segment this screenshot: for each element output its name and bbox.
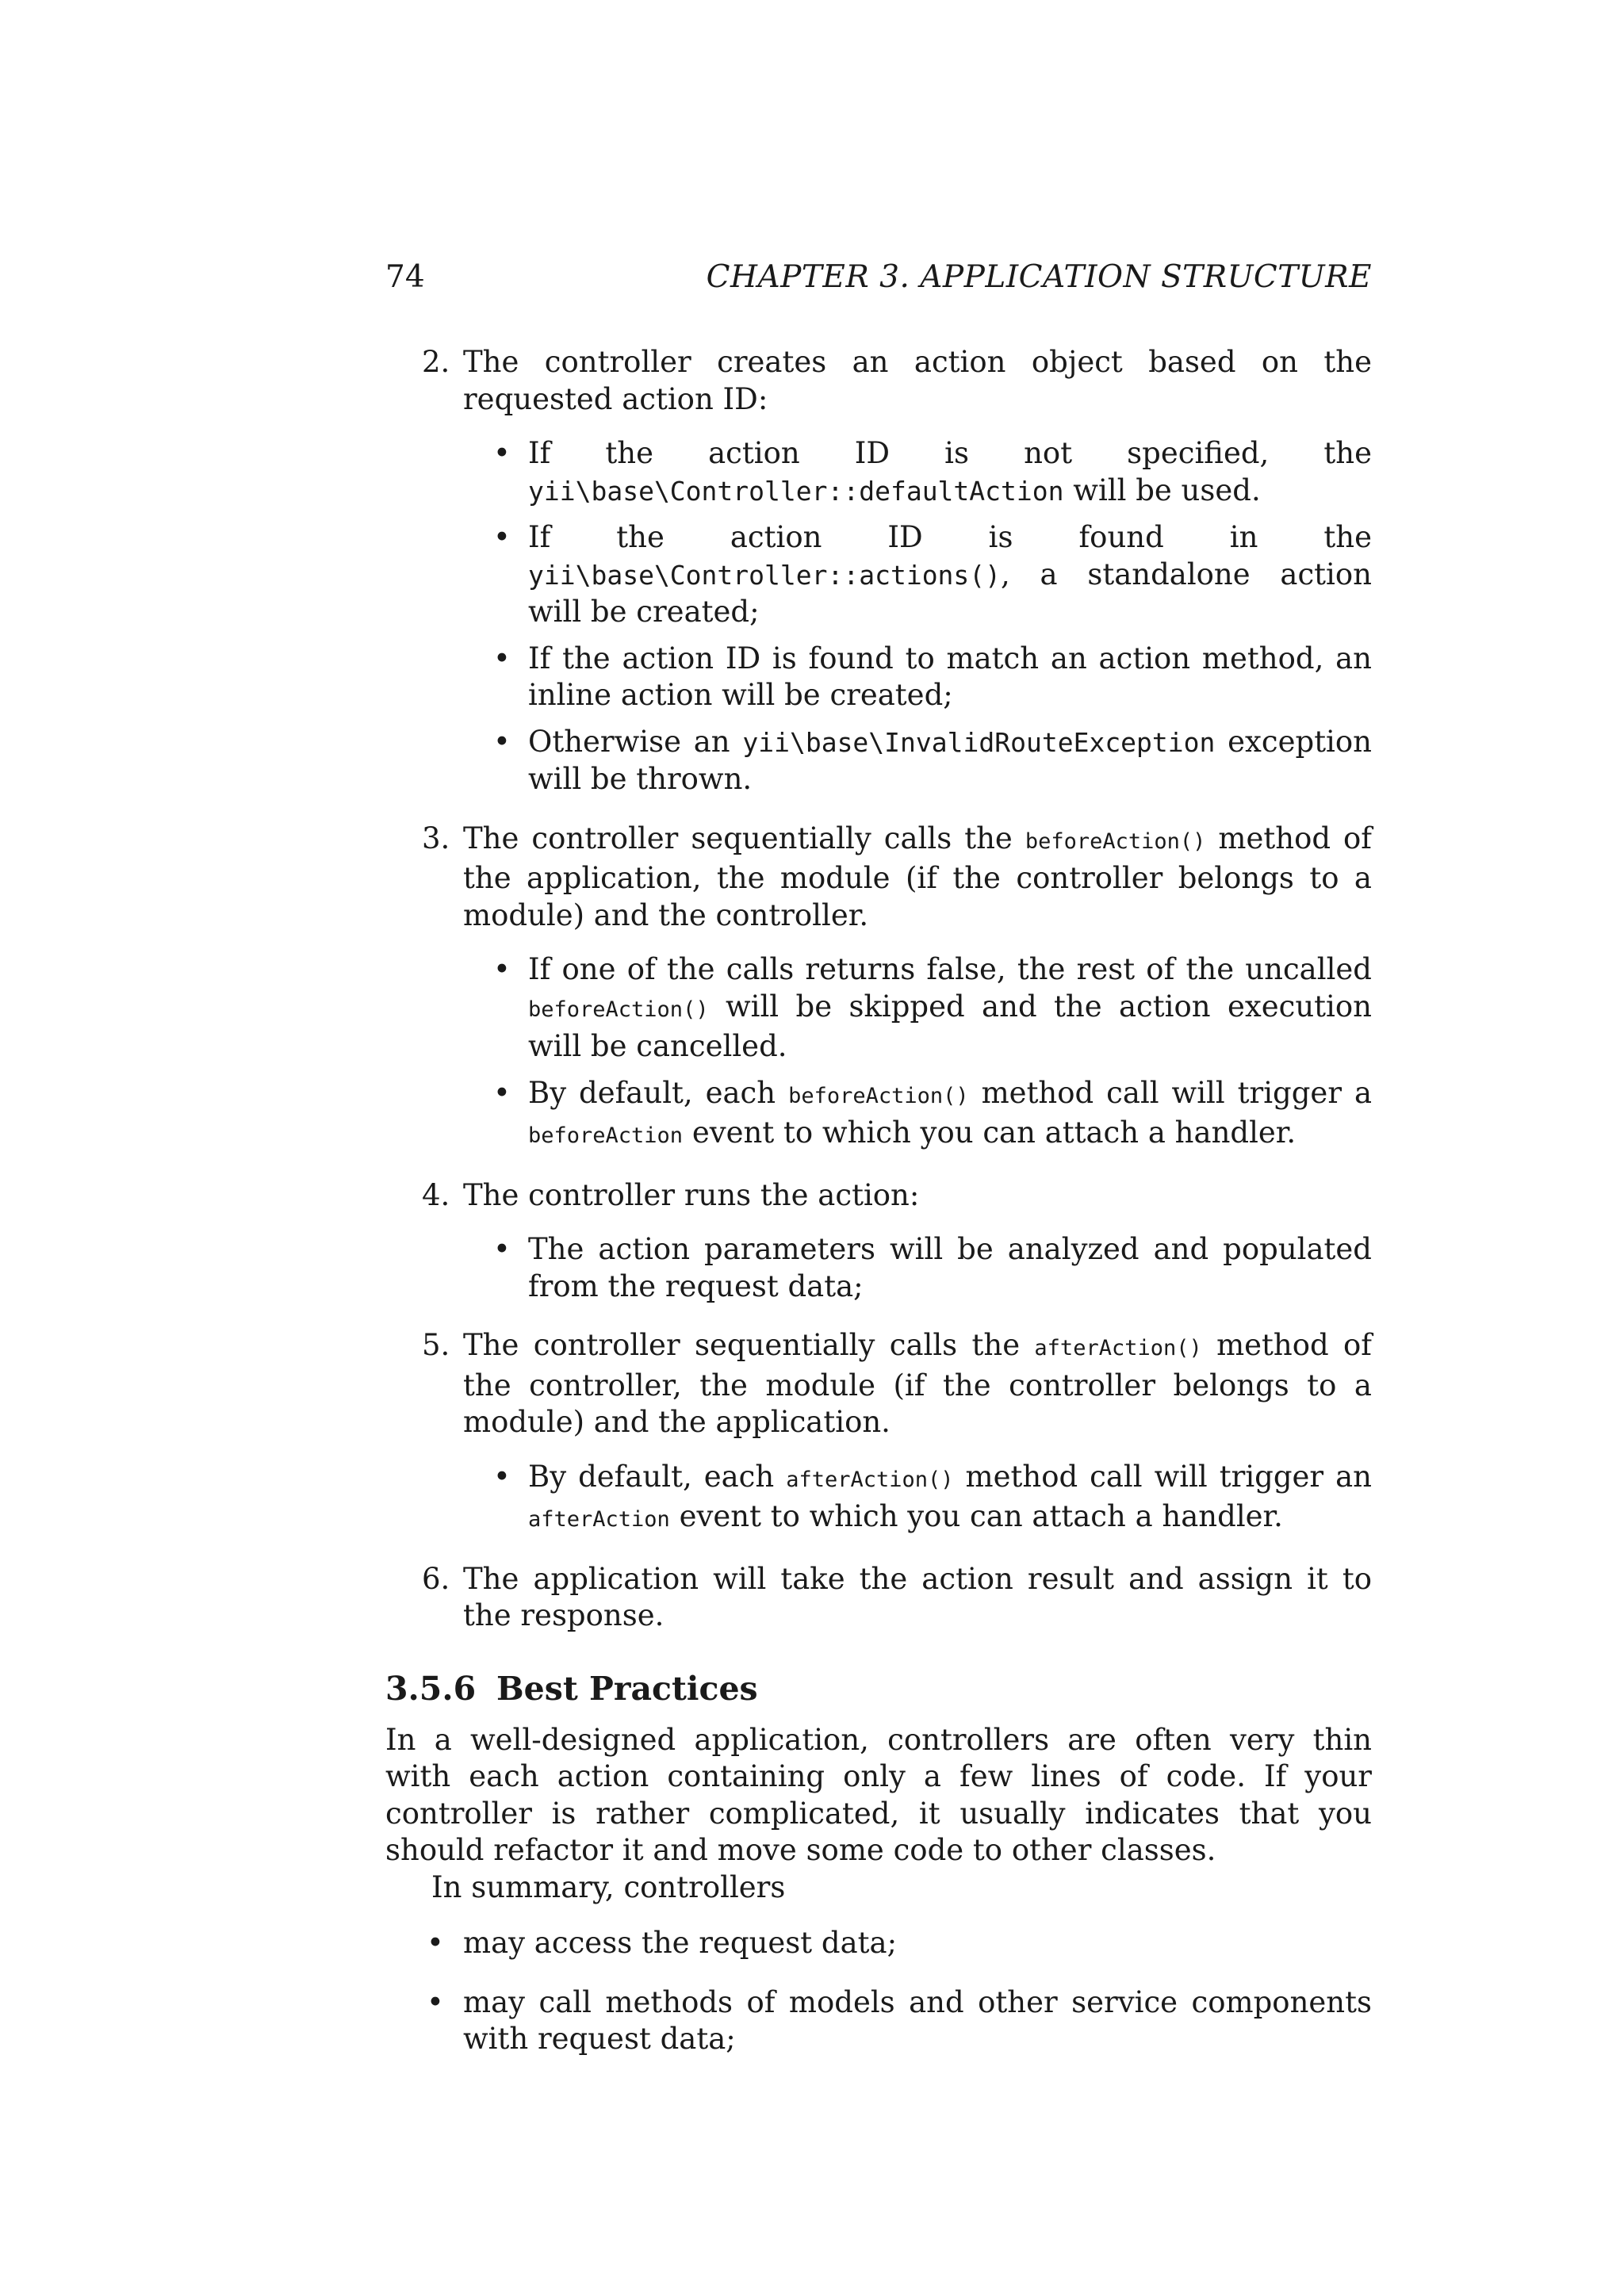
page-body (385, 344, 1372, 2080)
code-reference: yii\base\Controller::defaultAction (528, 475, 1064, 507)
bullet-text: The action parameters will be analyzed and populated from the request data; (528, 1232, 1372, 1303)
code-reference: afterAction (528, 1507, 670, 1532)
section-title: Best Practices (496, 1669, 758, 1708)
code-reference: yii\base\Controller::actions() (528, 559, 1002, 591)
bullet-text: If the action ID is not specified, the (528, 436, 1372, 470)
step-number: 5. (422, 1328, 450, 1362)
bullet-text: If one of the calls returns false, the rest of the uncalled (528, 952, 1372, 986)
list-item-text: may access the request data; (463, 1926, 898, 1960)
bullet-text: method call will trigger a (968, 1075, 1373, 1110)
step-4-sublist (385, 1231, 1372, 1305)
step-text: method of the application, the module (if the controller belongs to a module) and the controller. (463, 821, 1373, 932)
step-item (385, 1561, 1372, 1635)
code-reference: beforeAction() (528, 997, 709, 1022)
bullet-text: event to which you can attach a handler. (683, 1115, 1297, 1150)
step-item (385, 1327, 1372, 1441)
code-reference: yii\base\InvalidRouteException (742, 726, 1216, 758)
bullet-icon: • (427, 1926, 444, 1960)
bullet-text: method call will trigger an (953, 1459, 1372, 1494)
bullet-text: By default, each (528, 1459, 787, 1494)
bullet-text: If the action ID is found to match an action method, an inline action will be created; (528, 641, 1372, 712)
code-reference: afterAction() (786, 1467, 954, 1492)
sub-bullet-item (385, 435, 1372, 510)
step-number: 6. (422, 1561, 450, 1596)
running-title: CHAPTER 3. APPLICATION STRUCTURE (706, 259, 1372, 295)
bullet-text: If the action ID is found in the (528, 520, 1372, 554)
sub-bullet-item (385, 1459, 1372, 1539)
step-5-sublist (385, 1459, 1372, 1539)
code-reference: beforeAction() (788, 1083, 969, 1108)
sub-bullet-item (385, 519, 1372, 631)
sub-bullet-item (385, 1231, 1372, 1305)
code-reference: beforeAction (528, 1123, 684, 1148)
bullet-icon: • (493, 1075, 511, 1110)
bullet-icon: • (493, 1232, 511, 1266)
step-text: The controller runs the action: (463, 1177, 920, 1212)
step-number: 4. (422, 1177, 450, 1212)
summary-list (385, 1925, 1372, 2058)
sub-bullet-item (385, 1075, 1372, 1155)
sub-bullet-item (385, 724, 1372, 798)
paragraph: In summary, controllers (431, 1869, 786, 1904)
bullet-icon: • (493, 952, 511, 986)
section-heading (385, 1667, 1372, 1711)
step-text: The application will take the action result and assign it to the response. (463, 1561, 1372, 1632)
bullet-text: event to which you can attach a handler. (669, 1499, 1283, 1533)
step-2-sublist (385, 435, 1372, 798)
code-reference: beforeAction() (1025, 828, 1206, 854)
step-number: 2. (422, 345, 450, 379)
bullet-text: will be used. (1063, 473, 1261, 507)
bullet-icon: • (493, 724, 511, 759)
bullet-text: , a standalone action will be created; (528, 557, 1372, 629)
step-item (385, 821, 1372, 935)
step-item (385, 344, 1372, 418)
code-reference: afterAction() (1034, 1336, 1202, 1360)
bullet-icon: • (493, 436, 511, 470)
bullet-icon: • (493, 520, 511, 554)
sub-bullet-item (385, 951, 1372, 1066)
step-number: 3. (422, 821, 450, 855)
page-header (385, 255, 1372, 300)
list-item (385, 1925, 1372, 1962)
section-number: 3.5.6 (385, 1669, 477, 1708)
bullet-text: will be skipped and the action execution will be cancelled. (528, 989, 1372, 1063)
bullet-text: By default, each (528, 1075, 789, 1110)
step-text: The controller sequentially calls the (463, 821, 1025, 855)
step-item (385, 1177, 1372, 1215)
step-text: The controller creates an action object based on the requested action ID: (463, 345, 1372, 416)
step-text: method of the controller, the module (if the controller belongs to a module) and the application. (463, 1328, 1373, 1439)
paragraph: In a well-designed application, controllers are often very thin with each action containing only a few lines of code. If your controller is rather complicated, it usually indicates that you should refactor it and move some code to other classes. (385, 1722, 1372, 1867)
sub-bullet-item (385, 641, 1372, 714)
list-item-text: may call methods of models and other service components with request data; (463, 1984, 1372, 2056)
step-text: The controller sequentially calls the (463, 1328, 1035, 1362)
bullet-icon: • (427, 1984, 444, 2019)
step-3-sublist (385, 951, 1372, 1155)
bullet-text: exception will be thrown. (528, 724, 1372, 796)
bullet-icon: • (493, 1459, 511, 1494)
list-item (385, 1984, 1372, 2058)
page-number: 74 (385, 259, 425, 295)
bullet-text: Otherwise an (528, 724, 743, 759)
bullet-icon: • (493, 641, 511, 675)
